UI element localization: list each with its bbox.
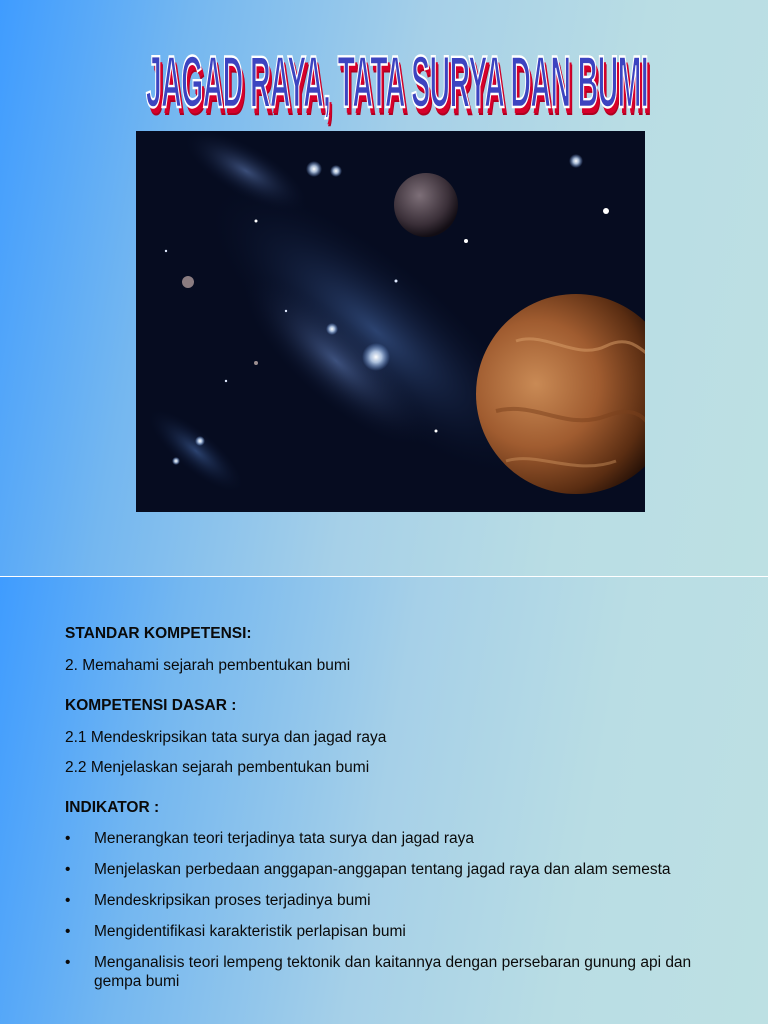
list-item [65,953,705,991]
kompetensi-dasar-heading: KOMPETENSI DASAR : [65,697,237,714]
indikator-list [65,829,705,991]
list-item [65,829,705,848]
kompetensi-dasar-item-2: 2.2 Menjelaskan sejarah pembentukan bumi [65,759,370,776]
indikator-item-text: Mengidentifikasi karakteristik perlapisan bumi [94,923,406,940]
indikator-item-text: Menjelaskan perbedaan anggapan-anggapan tentang jagad raya dan alam semesta [94,861,671,878]
indikator-heading: INDIKATOR : [65,799,160,816]
list-item [65,860,705,879]
slide-title: JAGAD RAYA, TATA SURYA DAN BUMI [145,39,649,123]
standar-kompetensi-heading: STANDAR KOMPETENSI: [65,625,252,642]
bullet-icon: • [65,954,71,971]
bullet-icon: • [65,861,71,878]
list-item [65,891,705,910]
indikator-item-text: Mendeskripsikan proses terjadinya bumi [94,892,371,909]
indikator-item-text: Menganalisis teori lempeng tektonik dan kaitannya dengan persebaran gunung api dan gempa bumi [94,954,692,990]
competency-content [65,625,705,991]
list-item [65,922,705,941]
bullet-icon: • [65,830,71,847]
bullet-icon: • [65,923,71,940]
space-image [136,131,645,512]
competency-slide [0,577,768,1024]
kompetensi-dasar-item-1: 2.1 Mendeskripsikan tata surya dan jagad raya [65,729,387,746]
bullet-icon: • [65,892,71,909]
standar-kompetensi-item: 2. Memahami sejarah pembentukan bumi [65,657,351,674]
indikator-item-text: Menerangkan teori terjadinya tata surya dan jagad raya [94,830,474,847]
